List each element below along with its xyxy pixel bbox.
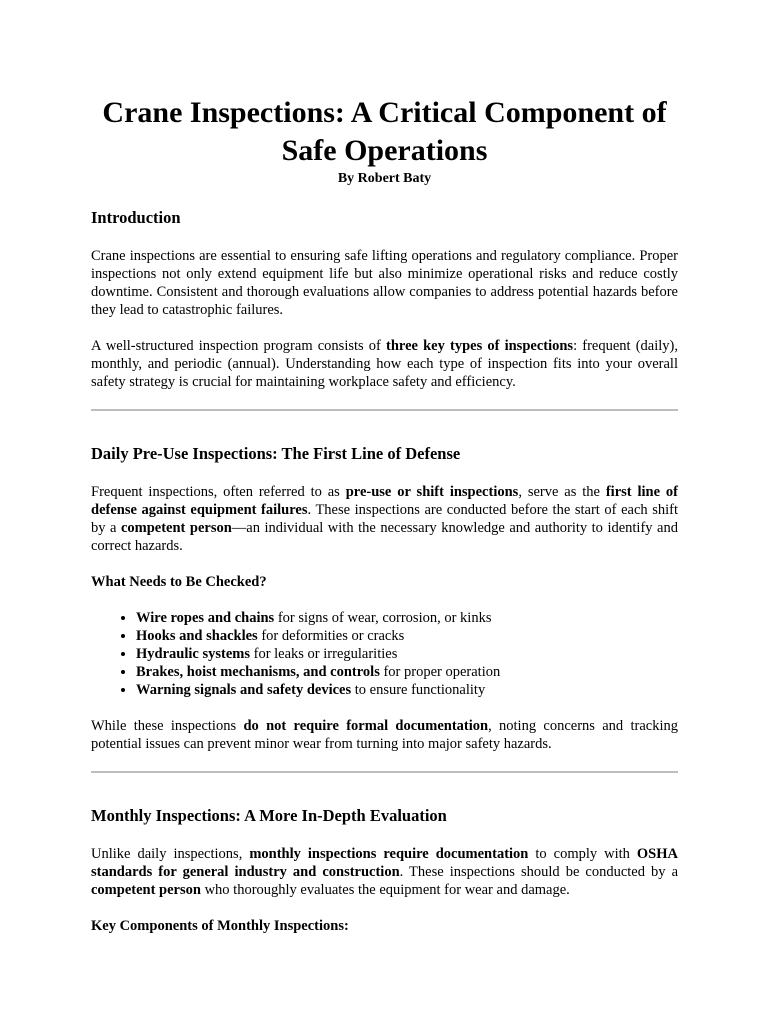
- daily-paragraph-2: While these inspections do not require formal documentation, noting concerns and tracking potential issues can prevent minor wear from turning into major safety hazards.: [91, 718, 679, 752]
- list-item: • Hydraulic systems for leaks or irregularities: [136, 645, 678, 663]
- list-item: • Hooks and shackles for deformities or cracks: [136, 627, 678, 645]
- intro-paragraph-2: A well-structured inspection program consists of three key types of inspections: frequent (daily), monthly, and periodic (annual). Understanding how each type of inspection fits into your overall safety strategy is crucial for maintaining workplace safety and efficiency.: [91, 338, 678, 390]
- daily-checklist: [91, 609, 678, 699]
- section-heading-daily: Daily Pre-Use Inspections: The First Line of Defense: [91, 444, 461, 463]
- intro-paragraph-1: Crane inspections are essential to ensuring safe lifting operations and regulatory compliance. Proper inspections not only extend equipment life but also minimize operational risks and reduce costly downtime. Consistent and thorough evaluations allow companies to address potential hazards before they lead to catastrophic failures.: [91, 248, 678, 318]
- section-heading-introduction: Introduction: [91, 208, 181, 227]
- section-divider: [91, 771, 678, 773]
- list-item: • Brakes, hoist mechanisms, and controls for proper operation: [136, 663, 678, 681]
- section-heading-monthly: Monthly Inspections: A More In-Depth Evaluation: [91, 806, 447, 825]
- daily-paragraph-1: Frequent inspections, often referred to as pre-use or shift inspections, serve as the first line of defense against equipment failures. These inspections are conducted before the start of each shift by a competent person—an individual with the necessary knowledge and authority to identify and correct hazards.: [91, 484, 679, 554]
- list-item: • Wire ropes and chains for signs of wear, corrosion, or kinks: [136, 609, 678, 627]
- document-page: [91, 94, 678, 935]
- byline: By Robert Baty: [337, 171, 432, 186]
- list-item: • Warning signals and safety devices to ensure functionality: [136, 681, 678, 699]
- section-divider: [91, 409, 678, 411]
- daily-subheading: What Needs to Be Checked?: [91, 574, 267, 590]
- monthly-paragraph-1: Unlike daily inspections, monthly inspections require documentation to comply with OSHA standards for general industry and construction. These inspections should be conducted by a competent person who thoroughly evaluates the equipment for wear and damage.: [91, 846, 678, 898]
- monthly-subheading: Key Components of Monthly Inspections:: [91, 918, 349, 934]
- document-title: Crane Inspections: A Critical Component of Safe Operations: [102, 96, 667, 167]
